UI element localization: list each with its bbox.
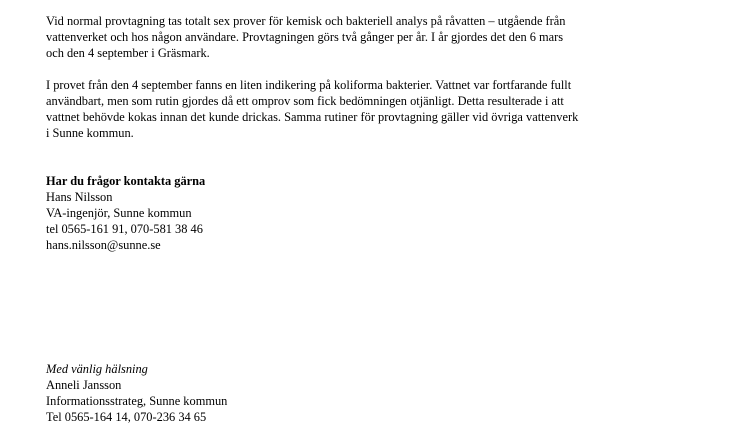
contact-block [46,173,646,253]
contact-phone: tel 0565-161 91, 070-581 38 46 [46,222,203,236]
contact-name: Hans Nilsson [46,190,113,204]
text-line: Vid normal provtagning tas totalt sex prover för kemisk och bakteriell analys på råvatten – utgående från [46,14,566,28]
paragraph-sampling [46,13,646,61]
contact-title: VA-ingenjör, Sunne kommun [46,206,192,220]
signoff-phone: Tel 0565-164 14, 070-236 34 65 [46,410,207,424]
text-line: i Sunne kommun. [46,126,134,140]
contact-email: hans.nilsson@sunne.se [46,238,161,252]
signoff-block [46,361,227,425]
document-page [46,13,646,424]
text-line: I provet från den 4 september fanns en liten indikering på koliforma bakterier. Vattnet var fortfarande fullt [46,78,572,92]
contact-heading: Har du frågor kontakta gärna [46,174,206,188]
text-line: vattnet behövde kokas innan det kunde drickas. Samma rutiner för provtagning gäller vid övriga vattenverk [46,110,579,124]
signoff-greeting: Med vänlig hälsning [46,362,148,376]
text-line: användbart, men som rutin gjordes då ett omprov som fick bedömningen otjänligt. Detta resulterade i att [46,94,564,108]
signoff-title: Informationsstrateg, Sunne kommun [46,394,228,408]
text-line: vattenverket och hos någon användare. Provtagningen görs två gånger per år. I år gjordes det den 6 mars [46,30,564,44]
text-line: och den 4 september i Gräsmark. [46,46,210,60]
paragraph-results [46,77,646,141]
signoff-name: Anneli Jansson [46,378,122,392]
